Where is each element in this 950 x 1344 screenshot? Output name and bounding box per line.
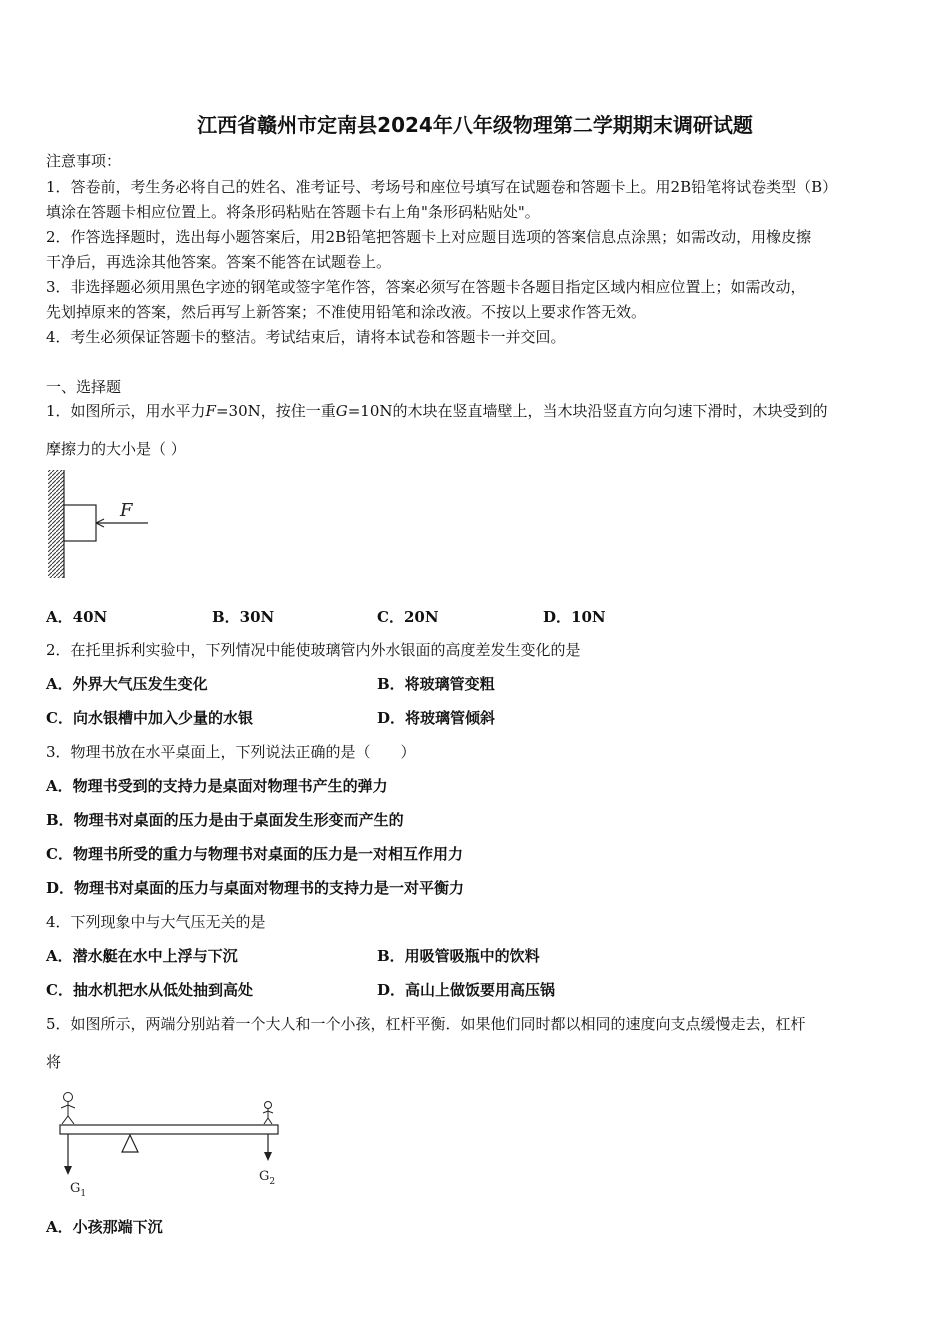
q3-option-a: A．物理书受到的支持力是桌面对物理书产生的弹力 — [46, 777, 388, 795]
q4-option-c: C．抽水机把水从低处抽到高处 — [46, 981, 253, 999]
g1-arrowhead — [64, 1166, 72, 1175]
g1-subscript: 1 — [80, 1189, 87, 1199]
notice-line: 干净后，再选涂其他答案。答案不能答在试题卷上。 — [46, 253, 392, 271]
q3-option-c: C．物理书所受的重力与物理书对桌面的压力是一对相互作用力 — [46, 845, 463, 863]
variable-g: G — [335, 402, 348, 420]
stem-part: 1．如图所示，用水平力 — [46, 402, 206, 420]
question-5-stem-line2: 将 — [46, 1053, 62, 1071]
stem-part: =10N的木块在竖直墙壁上，当木块沿竖直方向匀速下滑时，木块受到的 — [347, 402, 828, 420]
variable-f: F — [205, 402, 216, 420]
question-5-stem: 5．如图所示，两端分别站着一个大人和一个小孩，杠杆平衡．如果他们同时都以相同的速度向支点缓慢走去，杠杆 — [46, 1015, 806, 1033]
q1-option-d: D．10N — [543, 608, 606, 626]
notice-line: 3．非选择题必须用黑色字迹的钢笔或签字笔作答，答案必须写在答题卡各题目指定区域内相应位置上；如需改动， — [46, 278, 806, 296]
g2-letter: G — [259, 1169, 270, 1184]
q2-option-a: A．外界大气压发生变化 — [46, 675, 208, 693]
wood-block — [64, 505, 96, 541]
notice-line: 1．答卷前，考生务必将自己的姓名、准考证号、考场号和座位号填写在试题卷和答题卡上。用2B铅笔将试卷类型（B） — [46, 178, 838, 196]
lever-bar — [60, 1125, 278, 1134]
q5-option-a: A．小孩那端下沉 — [46, 1218, 163, 1236]
q3-option-b: B．物理书对桌面的压力是由于桌面发生形变而产生的 — [46, 811, 404, 829]
section-heading: 一、选择题 — [46, 378, 122, 396]
g2-label — [259, 1169, 275, 1187]
child-figure — [263, 1102, 273, 1125]
question-1-stem — [46, 401, 828, 421]
q2-option-c: C．向水银槽中加入少量的水银 — [46, 709, 253, 727]
g2-arrowhead — [264, 1152, 272, 1161]
q2-option-b: B．将玻璃管变粗 — [377, 675, 495, 693]
q1-option-b: B．30N — [212, 608, 275, 626]
wall-block-figure — [44, 468, 154, 582]
lever-figure — [52, 1088, 292, 1200]
stem-part: =30N，按住一重 — [215, 402, 336, 420]
q4-option-a: A．潜水艇在水中上浮与下沉 — [46, 947, 238, 965]
wall-hatching — [48, 470, 64, 578]
notice-heading: 注意事项： — [46, 152, 122, 170]
q1-option-c: C．20N — [377, 608, 439, 626]
adult-figure — [61, 1093, 75, 1125]
question-4-stem: 4．下列现象中与大气压无关的是 — [46, 913, 266, 931]
notice-line: 先划掉原来的答案，然后再写上新答案；不准使用铅笔和涂改液。不按以上要求作答无效。 — [46, 303, 647, 321]
page-title: 江西省赣州市定南县2024年八年级物理第二学期期末调研试题 — [197, 113, 753, 137]
q2-option-d: D．将玻璃管倾斜 — [377, 709, 496, 727]
notice-line: 4．考生必须保证答题卡的整洁。考试结束后，请将本试卷和答题卡一并交回。 — [46, 328, 566, 346]
fulcrum-triangle — [122, 1135, 138, 1152]
q1-option-a: A．40N — [46, 608, 108, 626]
q3-option-d: D．物理书对桌面的压力与桌面对物理书的支持力是一对平衡力 — [46, 879, 465, 897]
g2-subscript: 2 — [269, 1177, 276, 1187]
notice-line: 填涂在答题卡相应位置上。将条形码粘贴在答题卡右上角"条形码粘贴处"。 — [46, 203, 540, 221]
question-2-stem: 2．在托里拆利实验中，下列情况中能使玻璃管内外水银面的高度差发生变化的是 — [46, 641, 581, 659]
question-3-stem: 3．物理书放在水平桌面上，下列说法正确的是（ ） — [46, 743, 416, 761]
g1-label — [70, 1181, 86, 1199]
question-1-stem-line2: 摩擦力的大小是（ ） — [46, 440, 186, 458]
notice-line: 2．作答选择题时，选出每小题答案后，用2B铅笔把答题卡上对应题目选项的答案信息点涂黑；如需改动，用橡皮擦 — [46, 228, 812, 246]
g1-letter: G — [70, 1181, 81, 1196]
q4-option-d: D．高山上做饭要用高压锅 — [377, 981, 556, 999]
q4-option-b: B．用吸管吸瓶中的饮料 — [377, 947, 540, 965]
force-label-f: F — [120, 500, 133, 521]
